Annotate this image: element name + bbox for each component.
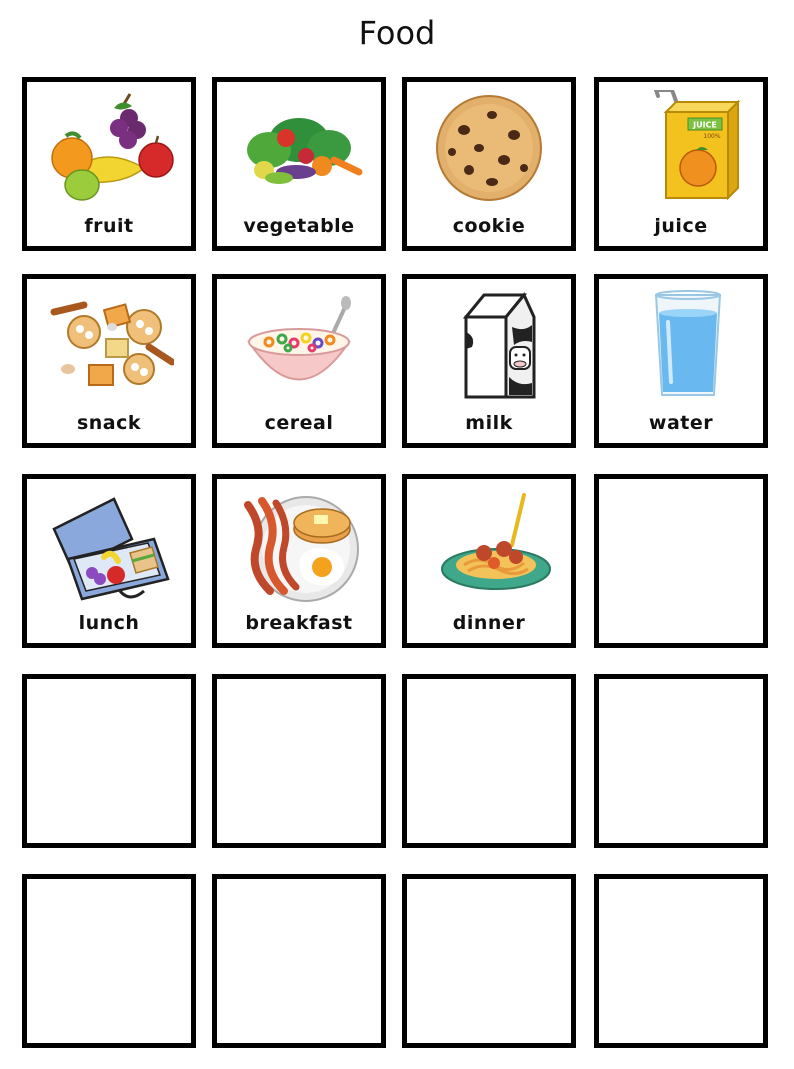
card-empty[interactable] [402, 674, 576, 848]
juice-box-text: JUICE [693, 120, 717, 130]
card-label: lunch [78, 612, 140, 634]
card-breakfast[interactable] [212, 474, 386, 648]
milk-carton-icon [424, 287, 554, 402]
juice-box-icon [616, 90, 746, 205]
juice-box-percent: 100% [703, 133, 721, 140]
card-cookie[interactable] [402, 77, 576, 251]
spaghetti-plate-icon [424, 487, 554, 602]
vegetable-icon [234, 90, 364, 205]
card-label: milk [465, 412, 513, 434]
card-label: cereal [264, 412, 334, 434]
card-milk[interactable] [402, 274, 576, 448]
card-empty[interactable] [594, 474, 768, 648]
card-lunch[interactable] [22, 474, 196, 648]
snack-icon [44, 287, 174, 402]
water-glass-icon [616, 287, 746, 402]
card-label: fruit [84, 215, 134, 237]
card-water[interactable] [594, 274, 768, 448]
card-label: breakfast [245, 612, 353, 634]
card-dinner[interactable] [402, 474, 576, 648]
card-label: dinner [452, 612, 526, 634]
breakfast-plate-icon [234, 487, 364, 602]
card-cereal[interactable] [212, 274, 386, 448]
card-grid [22, 77, 778, 1057]
card-empty[interactable] [212, 874, 386, 1048]
card-vegetable[interactable] [212, 77, 386, 251]
cookie-icon [424, 90, 554, 205]
page-title: Food [358, 14, 436, 52]
card-empty[interactable] [594, 674, 768, 848]
card-fruit[interactable] [22, 77, 196, 251]
card-juice[interactable] [594, 77, 768, 251]
card-empty[interactable] [22, 874, 196, 1048]
lunchbox-icon [44, 487, 174, 602]
card-empty[interactable] [402, 874, 576, 1048]
card-empty[interactable] [594, 874, 768, 1048]
card-empty[interactable] [22, 674, 196, 848]
card-snack[interactable] [22, 274, 196, 448]
fruit-icon [44, 90, 174, 205]
card-empty[interactable] [212, 674, 386, 848]
card-label: juice [654, 215, 708, 237]
card-label: cookie [452, 215, 526, 237]
cereal-bowl-icon [234, 287, 364, 402]
card-label: water [648, 412, 714, 434]
card-label: vegetable [243, 215, 355, 237]
card-label: snack [76, 412, 142, 434]
